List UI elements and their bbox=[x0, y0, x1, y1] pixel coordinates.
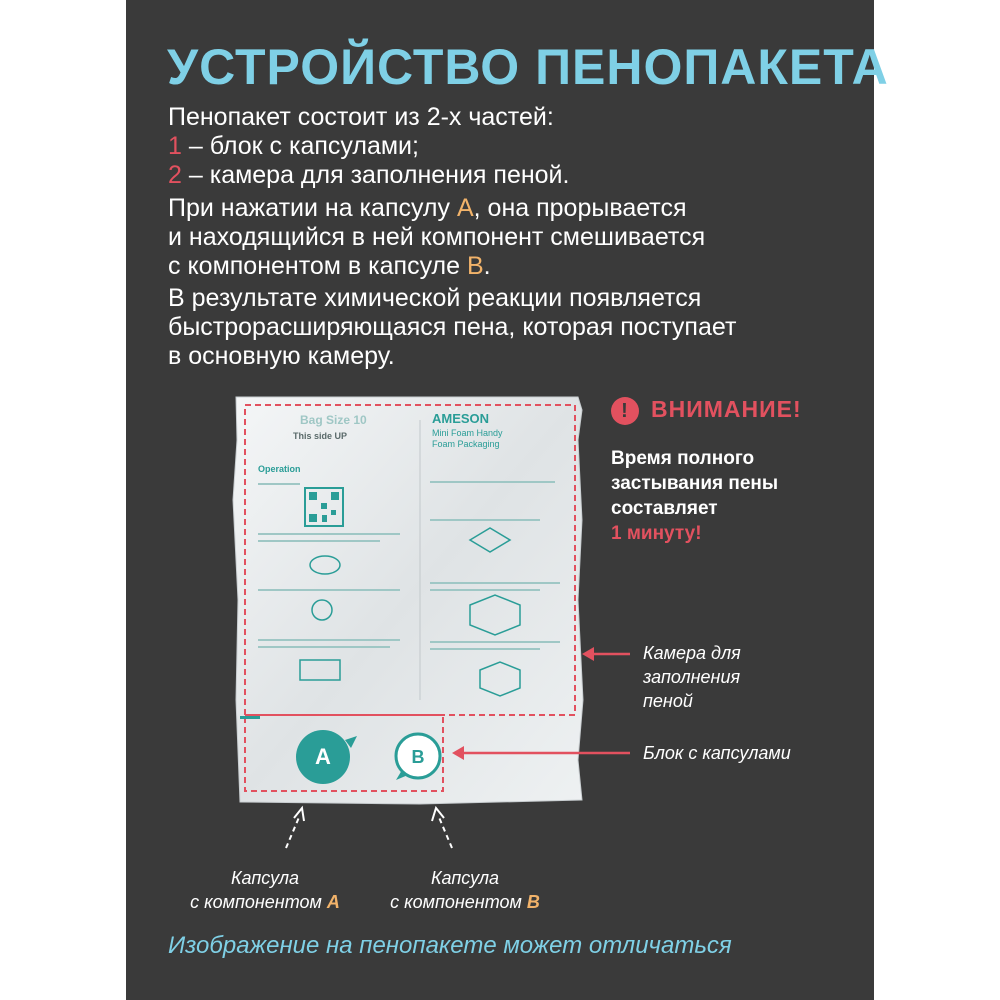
label-line: заполнения bbox=[643, 667, 741, 687]
capsule-b-letter: B bbox=[411, 747, 425, 767]
block-stripe bbox=[240, 716, 260, 719]
bag-subtitle-1: Mini Foam Handy bbox=[432, 428, 503, 438]
item-number: 1 bbox=[168, 132, 182, 160]
capsule-a-arrow bbox=[286, 808, 304, 848]
label-line: пеной bbox=[643, 691, 693, 711]
bag-side-text: This side UP bbox=[293, 431, 348, 441]
warning-line: застывания пены bbox=[611, 473, 779, 494]
chamber-label bbox=[643, 641, 741, 713]
item-number: 2 bbox=[168, 161, 182, 189]
footer-note: Изображение на пенопакете может отличаться bbox=[168, 932, 732, 959]
text-span: . bbox=[483, 252, 491, 280]
result-line-3: в основную камеру. bbox=[168, 342, 395, 370]
label-line bbox=[375, 890, 555, 914]
intro-line: Пенопакет состоит из 2-х частей: bbox=[168, 103, 554, 131]
text-span: с компонентом bbox=[190, 892, 327, 912]
bag-subtitle-2: Foam Packaging bbox=[432, 439, 500, 449]
capsule-a-mark: A bbox=[456, 194, 474, 222]
text-span: с компонентом bbox=[390, 892, 527, 912]
bag-operation-text: Operation bbox=[258, 464, 301, 474]
item-text: – камера для заполнения пеной. bbox=[181, 161, 570, 189]
exclamation-icon: ! bbox=[611, 397, 639, 425]
capsule-a-letter: A bbox=[315, 744, 331, 769]
text-span: , она прорывается bbox=[473, 194, 687, 222]
capsule-b-mark: B bbox=[466, 252, 484, 280]
bag-size-text: Bag Size 10 bbox=[300, 413, 367, 427]
result-line-1: В результате химической реакции появляется bbox=[168, 284, 702, 312]
capsule-a-label-letter: A bbox=[326, 892, 340, 912]
capsule-b-graphic bbox=[396, 734, 440, 780]
capsule-a-label bbox=[175, 866, 355, 914]
result-line-2: быстрорасширяющаяся пена, которая поступает bbox=[168, 313, 737, 341]
warning-line: составляет bbox=[611, 498, 718, 519]
capsule-b-label-letter: B bbox=[526, 892, 540, 912]
page-title: УСТРОЙСТВО ПЕНОПАКЕТА bbox=[167, 39, 889, 95]
press-line-2: и находящийся в ней компонент смешивается bbox=[168, 223, 706, 251]
block-label: Блок с капсулами bbox=[643, 743, 791, 763]
chamber-arrow bbox=[582, 647, 630, 661]
text-span: При нажатии на капсулу bbox=[168, 194, 457, 222]
item-text: – блок с капсулами; bbox=[181, 132, 419, 160]
label-line: Капсула bbox=[430, 868, 500, 888]
label-line: Капсула bbox=[230, 868, 300, 888]
text-span: с компонентом в капсуле bbox=[168, 252, 467, 280]
bag-brand-text: AMESON bbox=[432, 411, 490, 426]
capsule-b-arrow bbox=[432, 808, 452, 848]
warning-title: ВНИМАНИЕ! bbox=[651, 396, 802, 422]
warning-line: Время полного bbox=[611, 448, 755, 469]
warning-emphasis: 1 минуту! bbox=[611, 523, 702, 544]
label-line: Камера для bbox=[643, 643, 741, 663]
capsule-b-label bbox=[375, 866, 555, 914]
label-line bbox=[175, 890, 355, 914]
